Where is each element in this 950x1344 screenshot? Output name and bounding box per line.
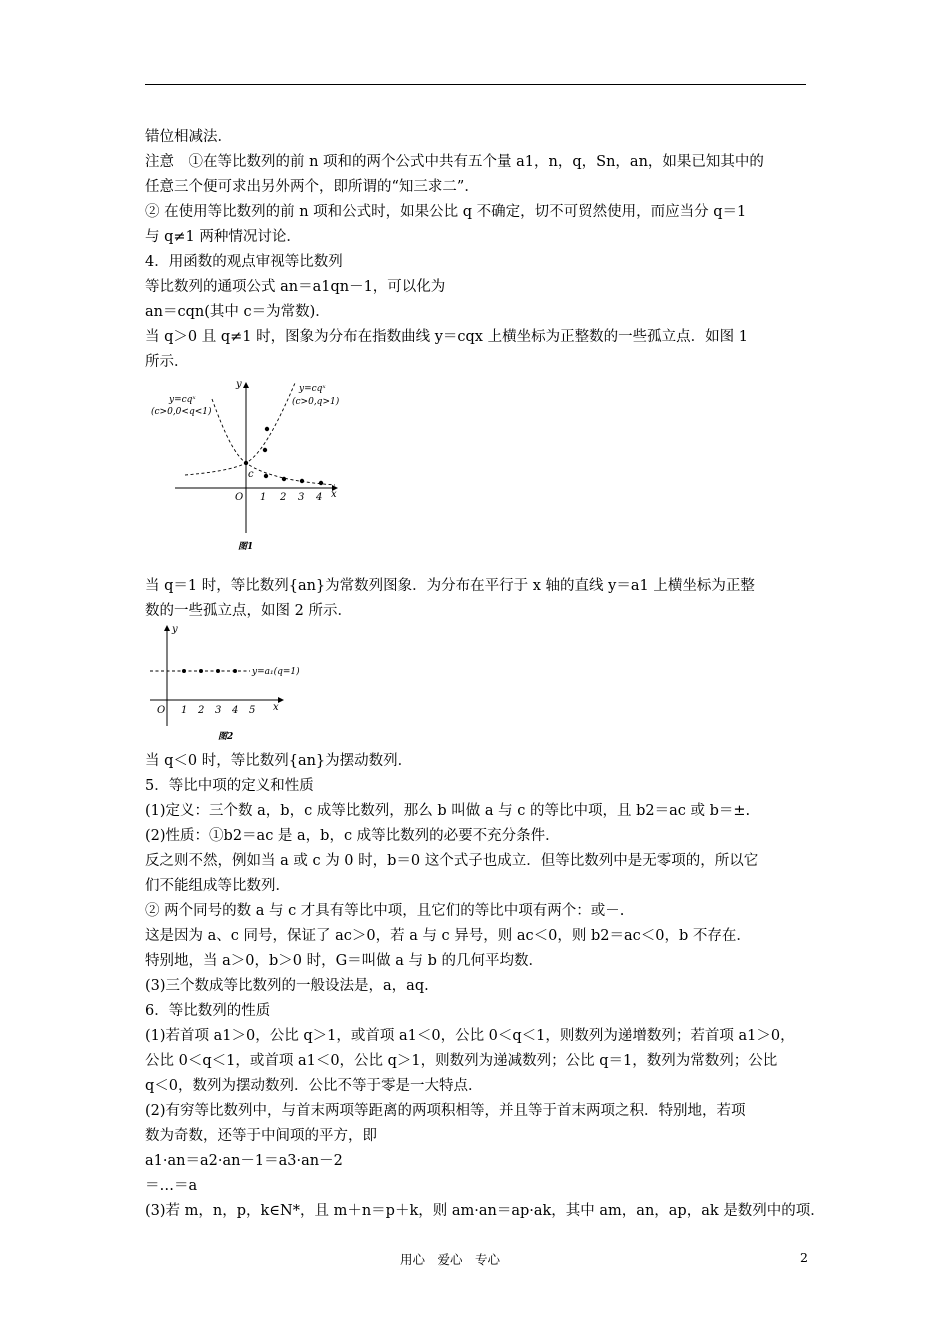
- x-axis-label: x: [331, 489, 337, 500]
- x-axis-label: x: [273, 702, 279, 713]
- point: [264, 474, 268, 478]
- right-curve-label: y=cqˣ: [299, 384, 326, 394]
- y-axis-label: y: [236, 379, 242, 390]
- left-curve-label: y=cqˣ: [169, 395, 196, 405]
- text-line: 特别地，当 a＞0，b＞0 时，G＝叫做 a 与 b 的几何平均数．: [145, 953, 544, 969]
- tick-label: 4: [316, 492, 323, 503]
- section-heading: 5．等比中项的定义和性质: [145, 778, 314, 794]
- figure-caption: 图2: [218, 732, 234, 742]
- text-line: 当 q＜0 时，等比数列{an}为摆动数列．: [145, 753, 413, 769]
- text-line: 错位相减法．: [145, 129, 232, 145]
- figure-2: [145, 622, 305, 744]
- tick-label: 3: [298, 492, 305, 503]
- text-line: (3)若 m，n，p，k∈N*，且 m＋n＝p＋k，则 am·an＝ap·ak，其中 am，an，ap，ak 是数列中的项．: [145, 1203, 825, 1219]
- text-line: 当 q＞0 且 q≠1 时，图象为分布在指数曲线 y＝cqx 上横坐标为正整数的一些孤立点．如图 1: [145, 329, 748, 345]
- header-rule: [145, 84, 806, 85]
- point: [282, 477, 286, 481]
- text-line: (1)若首项 a1＞0，公比 q＞1，或首项 a1＜0，公比 0＜q＜1，则数列为递增数列；若首项 a1＞0，: [145, 1028, 795, 1044]
- page-number: 2: [800, 1250, 808, 1265]
- left-curve-condition: (c>0,0<q<1): [151, 407, 212, 417]
- right-curve-condition: (c>0,q>1): [292, 397, 340, 407]
- text-line: 所示．: [145, 354, 189, 370]
- point: [216, 669, 220, 673]
- origin-label: O: [235, 492, 244, 503]
- text-line: ② 两个同号的数 a 与 c 才具有等比中项，且它们的等比中项有两个：或－.: [145, 903, 625, 919]
- text-line: (1)定义：三个数 a，b，c 成等比数列，那么 b 叫做 a 与 c 的等比中项，且 b2＝ac 或 b＝±.: [145, 803, 751, 819]
- tick-label: 5: [249, 705, 256, 716]
- section-heading: 4．用函数的观点审视等比数列: [145, 254, 343, 270]
- point: [199, 669, 203, 673]
- figure-caption: 图1: [238, 542, 254, 552]
- text-line: 与 q≠1 两种情况讨论．: [145, 229, 301, 245]
- text-line: q＜0，数列为摆动数列．公比不等于零是一大特点．: [145, 1078, 483, 1094]
- text-line: (2)性质：①b2＝ac 是 a，b，c 成等比数列的必要不充分条件．: [145, 828, 560, 844]
- tick-label: 2: [198, 705, 205, 716]
- point: [244, 461, 248, 465]
- section-heading: 6．等比数列的性质: [145, 1003, 271, 1019]
- point: [319, 481, 323, 485]
- page-footer: 用心 爱心 专心: [400, 1252, 501, 1267]
- increasing-curve: [185, 383, 295, 475]
- text-line: 当 q＝1 时，等比数列{an}为常数列图象．为分布在平行于 x 轴的直线 y＝a1 上横坐标为正整: [145, 578, 755, 594]
- tick-label: 1: [260, 492, 267, 503]
- point: [182, 669, 186, 673]
- point: [265, 427, 269, 431]
- decreasing-curve: [212, 399, 335, 485]
- line-label: y=a₁(q=1): [252, 667, 300, 677]
- tick-label: 1: [181, 705, 188, 716]
- text-line: ② 在使用等比数列的前 n 项和公式时，如果公比 q 不确定，切不可贸然使用，而应当分 q＝1: [145, 204, 747, 220]
- text-line: 数的一些孤立点，如图 2 所示．: [145, 603, 352, 619]
- point: [300, 479, 304, 483]
- text-line: an＝cqn(其中 c＝为常数)．: [145, 304, 330, 320]
- c-label: c: [248, 469, 254, 480]
- text-line: 等比数列的通项公式 an＝a1qn－1，可以化为: [145, 279, 446, 295]
- figure-1: [145, 375, 355, 555]
- text-line: (3)三个数成等比数列的一般设法是，a，aq.: [145, 978, 429, 994]
- point: [233, 669, 237, 673]
- y-axis-label: y: [172, 624, 178, 635]
- text-line: 数为奇数，还等于中间项的平方，即: [145, 1128, 377, 1144]
- formula-line: a1·an＝a2·an－1＝a3·an－2: [145, 1153, 343, 1169]
- text-line: 反之则不然，例如当 a 或 c 为 0 时，b＝0 这个式子也成立．但等比数列中是无零项的，所以它: [145, 853, 759, 869]
- text-line: 们不能组成等比数列．: [145, 878, 290, 894]
- origin-label: O: [157, 705, 166, 716]
- tick-label: 2: [280, 492, 287, 503]
- text-line: 任意三个便可求出另外两个，即所谓的“知三求二”．: [145, 179, 479, 195]
- tick-label: 3: [215, 705, 222, 716]
- text-line: 公比 0＜q＜1，或首项 a1＜0，公比 q＞1，则数列为递减数列；公比 q＝1，数列为常数列；公比: [145, 1053, 778, 1069]
- text-line: (2)有穷等比数列中，与首末两项等距离的两项积相等，并且等于首末两项之积．特别地，若项: [145, 1103, 746, 1119]
- text-line: 这是因为 a、c 同号，保证了 ac＞0，若 a 与 c 异号，则 ac＜0，则 b2＝ac＜0，b 不存在．: [145, 928, 751, 944]
- tick-label: 4: [232, 705, 239, 716]
- formula-line: ＝…＝a: [145, 1178, 198, 1194]
- text-line: 注意 ①在等比数列的前 n 项和的两个公式中共有五个量 a1，n，q，Sn，an，如果已知其中的: [145, 154, 764, 170]
- point: [263, 448, 267, 452]
